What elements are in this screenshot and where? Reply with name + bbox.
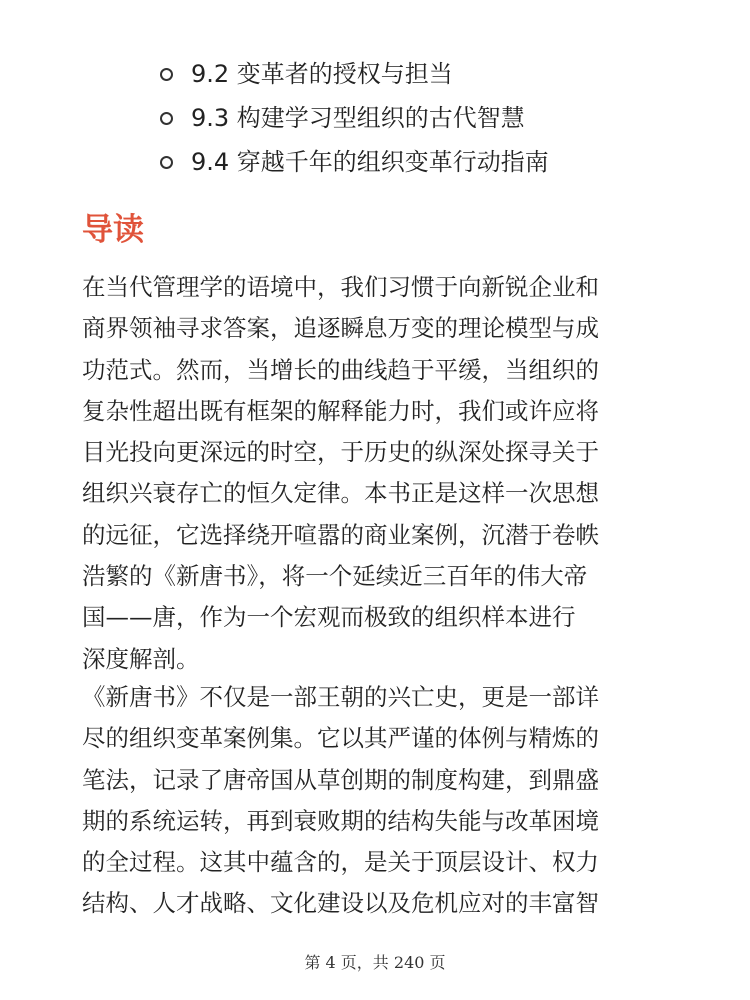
text-line: 深度解剖。 [82, 644, 200, 673]
body-paragraph [82, 677, 599, 925]
text-line: 国——唐，作为一个宏观而极致的组织样本进行 [82, 603, 576, 632]
toc-item [160, 52, 549, 96]
circle-bullet-icon [160, 68, 173, 81]
text-line: 商界领袖寻求答案，追逐瞬息万变的理论模型与成 [82, 314, 599, 343]
toc-item-label: 9.2 变革者的授权与担当 [191, 60, 453, 88]
body-paragraph [82, 267, 599, 680]
toc-item-label: 9.4 穿越千年的组织变革行动指南 [191, 148, 549, 176]
text-line: 《新唐书》不仅是一部王朝的兴亡史，更是一部详 [82, 683, 599, 711]
text-line: 结构、人才战略、文化建设以及危机应对的丰富智 [82, 889, 599, 918]
circle-bullet-icon [160, 112, 173, 125]
text-line: 在当代管理学的语境中，我们习惯于向新锐企业和 [82, 273, 599, 301]
circle-bullet-icon [160, 156, 173, 169]
toc-list [160, 52, 549, 184]
text-line: 笔法，记录了唐帝国从草创期的制度构建，到鼎盛 [82, 765, 599, 794]
text-line: 目光投向更深远的时空，于历史的纵深处探寻关于 [82, 438, 599, 467]
page-number: 第 4 页，共 240 页 [304, 953, 446, 972]
text-line: 功范式。然而，当增长的曲线趋于平缓，当组织的 [82, 355, 599, 384]
text-line: 复杂性超出既有框架的解释能力时，我们或许应将 [82, 396, 599, 425]
section-heading: 导读 [82, 212, 144, 248]
toc-item [160, 96, 549, 140]
text-line: 的全过程。这其中蕴含的，是关于顶层设计、权力 [82, 848, 599, 877]
text-line: 浩繁的《新唐书》，将一个延续近三百年的伟大帝 [82, 562, 588, 591]
text-line: 组织兴衰存亡的恒久定律。本书正是这样一次思想 [82, 479, 599, 508]
toc-item-label: 9.3 构建学习型组织的古代智慧 [191, 104, 525, 132]
text-line: 期的系统运转，再到衰败期的结构失能与改革困境 [82, 806, 599, 835]
text-line: 的远征，它选择绕开喧嚣的商业案例，沉潜于卷帙 [82, 520, 599, 549]
text-line: 尽的组织变革案例集。它以其严谨的体例与精炼的 [82, 724, 599, 753]
toc-item [160, 140, 549, 184]
